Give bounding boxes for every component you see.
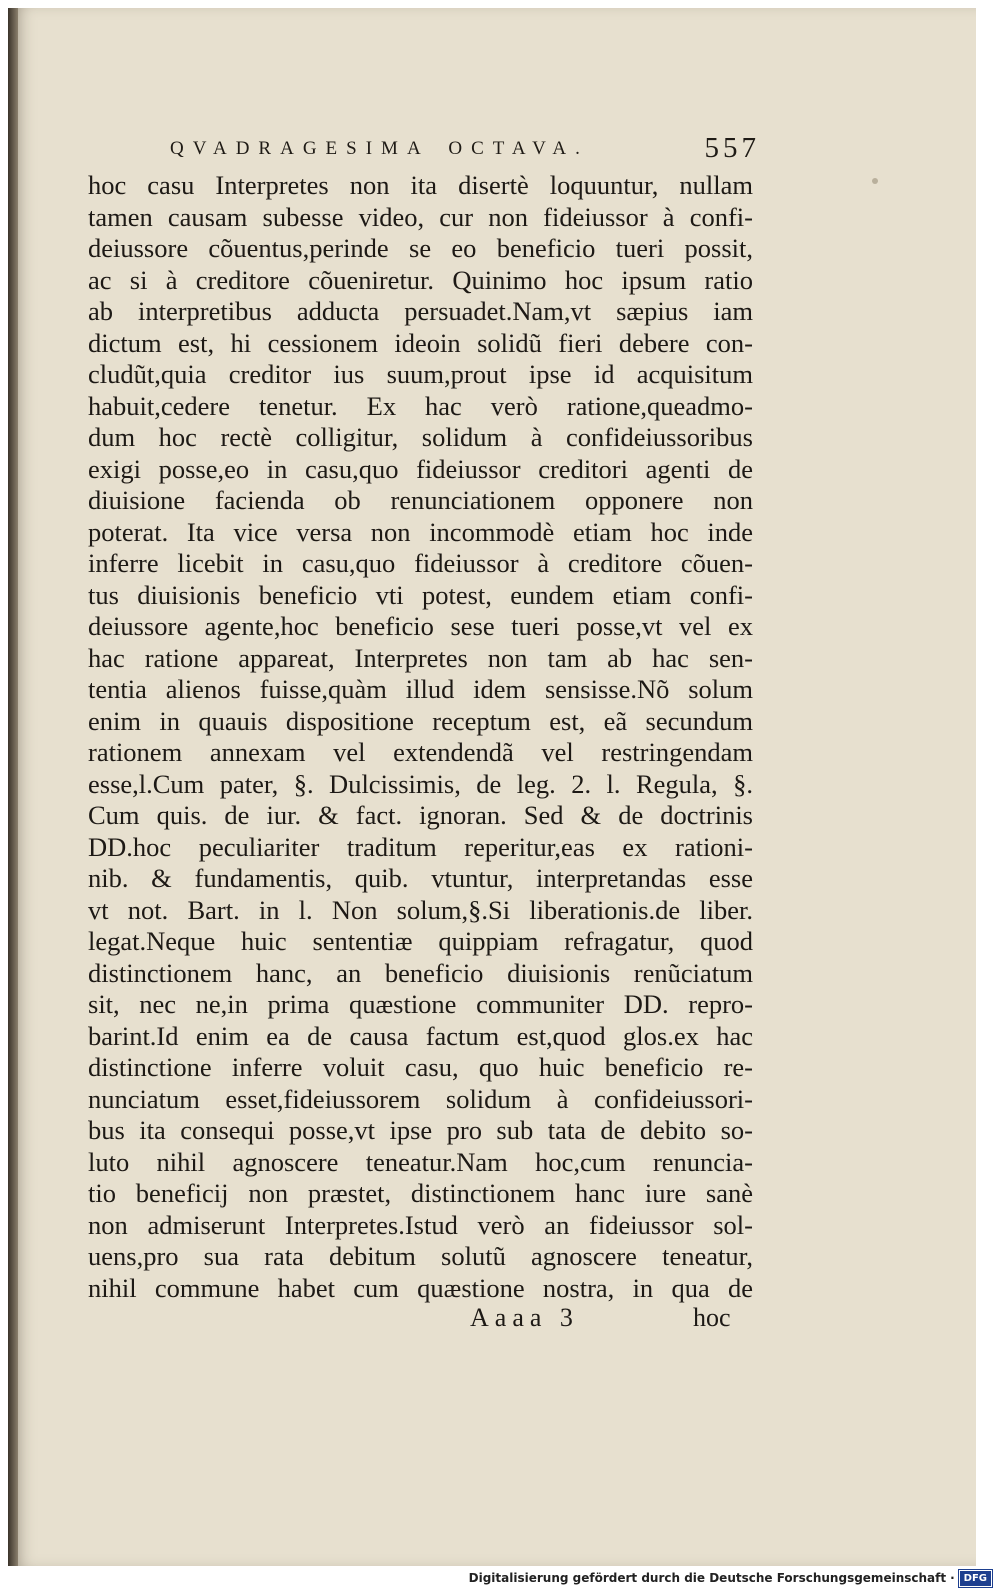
text-line: tentia alienos fuisse,quàm illud idem sensisse.Nõ solum bbox=[88, 674, 753, 704]
text-line: vt not. Bart. in l. Non solum,§.Si liberationis.de liber. bbox=[88, 894, 753, 925]
text-line: luto nihil agnoscere teneatur.Nam hoc,cum renuncia- bbox=[88, 1146, 753, 1177]
text-line: tio beneficij non præstet, distinctionem hanc iure sanè bbox=[88, 1178, 753, 1208]
text-line: ac si à creditore cõueniretur. Quinimo hoc ipsum ratio bbox=[88, 264, 753, 295]
text-line: dum hoc rectè colligitur, solidum à confideiussoribus bbox=[88, 422, 753, 452]
text-line: sit, nec ne,in prima quæstione communiter DD. repro- bbox=[88, 989, 753, 1019]
text-line: poterat. Ita vice versa non incommodè etiam hoc inde bbox=[88, 516, 753, 547]
paper-blemish bbox=[872, 178, 878, 184]
text-line: diuisione facienda ob renunciationem opponere non bbox=[88, 485, 753, 515]
text-line: nunciatum esset,fideiussorem solidum à confideiussori- bbox=[88, 1083, 753, 1114]
text-line: nihil commune habet cum quæstione nostra, in qua de bbox=[88, 1272, 753, 1303]
text-line: uens,pro sua rata debitum solutũ agnoscere teneatur, bbox=[88, 1241, 753, 1271]
text-line: barint.Id enim ea de causa factum est,quod glos.ex hac bbox=[88, 1020, 753, 1051]
dfg-logo-icon: DFG bbox=[959, 1570, 992, 1587]
body-text-block bbox=[88, 170, 753, 1304]
text-line: deiussore agente,hoc beneficio sese tueri posse,vt vel ex bbox=[88, 611, 753, 641]
text-line: deiussore cõuentus,perinde se eo beneficio tueri possit, bbox=[88, 233, 753, 263]
digitization-footer bbox=[469, 1568, 992, 1588]
text-line: exigi posse,eo in casu,quo fideiussor creditori agenti de bbox=[88, 453, 753, 484]
page-number: 557 bbox=[704, 132, 760, 164]
text-line: nib. & fundamentis, quib. vtuntur, interpretandas esse bbox=[88, 863, 753, 893]
footer-separator: · bbox=[950, 1571, 955, 1585]
text-line: hoc casu Interpretes non ita disertè loquuntur, nullam bbox=[88, 170, 753, 200]
text-line: enim in quauis dispositione receptum est, eã secundum bbox=[88, 705, 753, 736]
text-line: legat.Neque huic sententiæ quippiam refragatur, quod bbox=[88, 926, 753, 956]
page-gutter-shadow bbox=[8, 8, 18, 1566]
text-line: non admiserunt Interpretes.Istud verò an fideiussor sol- bbox=[88, 1209, 753, 1240]
text-line: esse,l.Cum pater, §. Dulcissimis, de leg. 2. l. Regula, §. bbox=[88, 768, 753, 799]
text-line: Cum quis. de iur. & fact. ignoran. Sed & de doctrinis bbox=[88, 800, 753, 830]
text-line: habuit,cedere tenetur. Ex hac verò ratione,queadmo- bbox=[88, 390, 753, 421]
text-line: distinctionem hanc, an beneficio diuisionis renũciatum bbox=[88, 957, 753, 988]
text-line: tamen causam subesse video, cur non fideiussor à confi- bbox=[88, 201, 753, 232]
text-line: bus ita consequi posse,vt ipse pro sub tata de debito so- bbox=[88, 1115, 753, 1145]
text-line: ab interpretibus adducta persuadet.Nam,vt sæpius iam bbox=[88, 296, 753, 326]
footer-credit-text: Digitalisierung gefördert durch die Deutsche Forschungsgemeinschaft bbox=[468, 1571, 947, 1585]
text-line: rationem annexam vel extendendã vel restringendam bbox=[88, 737, 753, 767]
text-line: cludũt,quia creditor ius suum,prout ipse id acquisitum bbox=[88, 359, 753, 389]
running-head bbox=[170, 132, 760, 172]
catchword: hoc bbox=[693, 1303, 731, 1332]
text-line: tus diuisionis beneficio vti potest, eundem etiam confi- bbox=[88, 579, 753, 610]
text-line: dictum est, hi cessionem ideoin solidũ fieri debere con- bbox=[88, 327, 753, 358]
text-line: hac ratione appareat, Interpretes non tam ab hac sen- bbox=[88, 642, 753, 673]
text-line: distinctione inferre voluit casu, quo huic beneficio re- bbox=[88, 1052, 753, 1082]
text-line: inferre licebit in casu,quo fideiussor à creditore cõuen- bbox=[88, 548, 753, 578]
signature-mark: Aaaa 3 bbox=[470, 1303, 579, 1332]
running-head-title: QVADRAGESIMA OCTAVA. bbox=[170, 138, 589, 159]
text-line: DD.hoc peculiariter traditum reperitur,eas ex rationi- bbox=[88, 831, 753, 862]
